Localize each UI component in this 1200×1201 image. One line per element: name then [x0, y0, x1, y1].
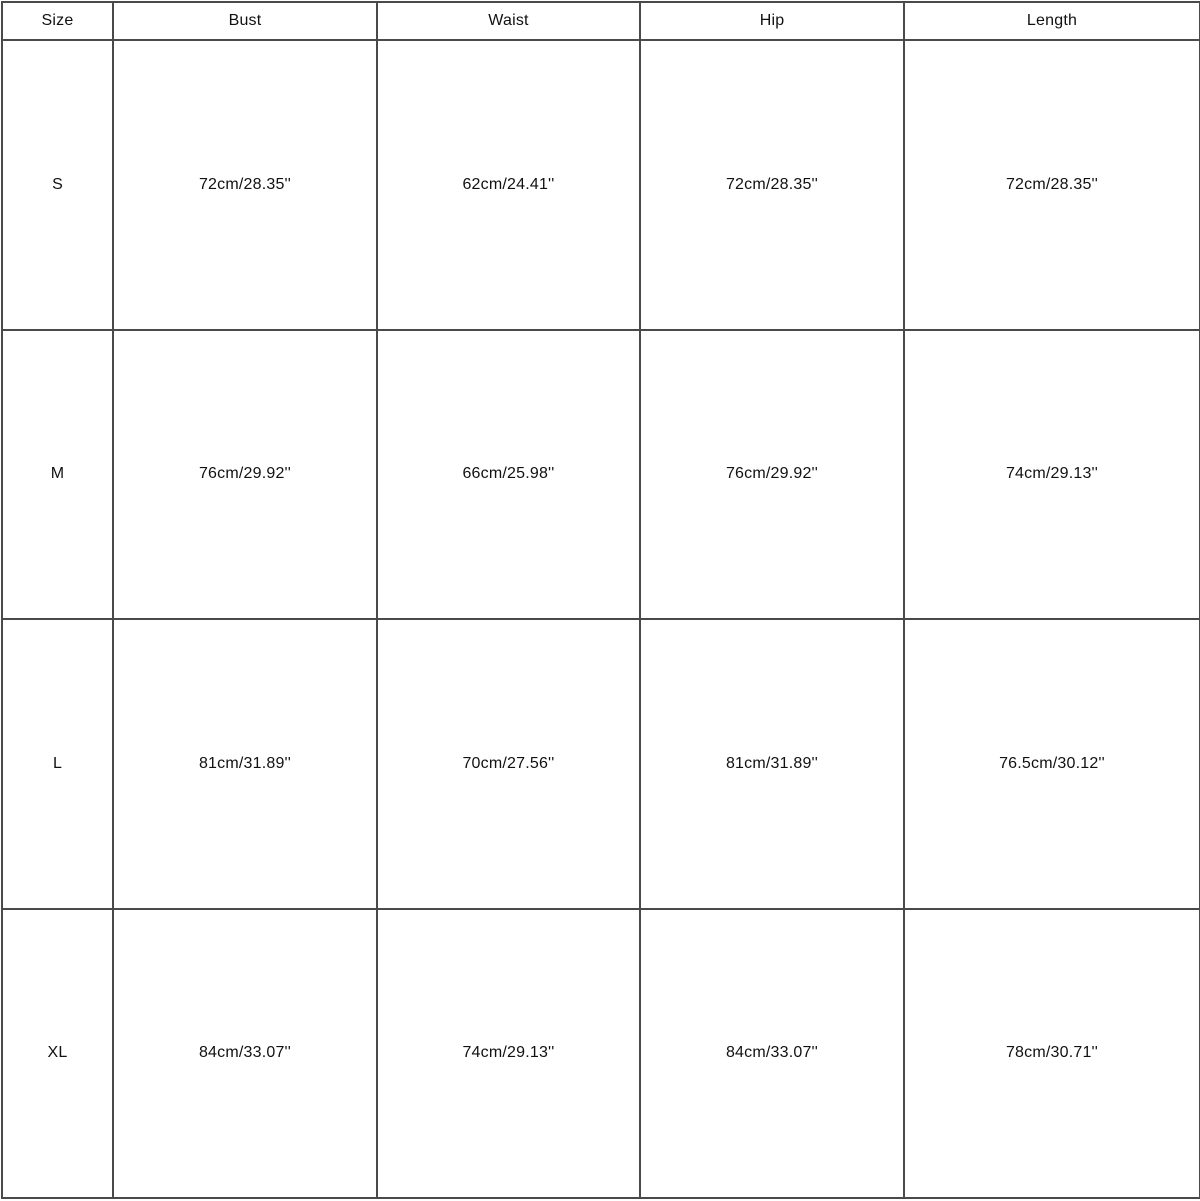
bust-cell: 76cm/29.92'' [113, 330, 377, 620]
waist-cell: 74cm/29.13'' [377, 909, 640, 1199]
length-cell: 72cm/28.35'' [904, 40, 1200, 330]
length-cell: 76.5cm/30.12'' [904, 619, 1200, 909]
bust-cell: 81cm/31.89'' [113, 619, 377, 909]
size-cell: XL [2, 909, 113, 1199]
size-cell: S [2, 40, 113, 330]
hip-cell: 84cm/33.07'' [640, 909, 904, 1199]
table-row [2, 330, 1200, 620]
header-length: Length [904, 2, 1200, 40]
table-row [2, 909, 1200, 1199]
length-cell: 78cm/30.71'' [904, 909, 1200, 1199]
length-cell: 74cm/29.13'' [904, 330, 1200, 620]
size-chart-table [1, 1, 1200, 1199]
header-waist: Waist [377, 2, 640, 40]
header-bust: Bust [113, 2, 377, 40]
header-size: Size [2, 2, 113, 40]
waist-cell: 70cm/27.56'' [377, 619, 640, 909]
hip-cell: 81cm/31.89'' [640, 619, 904, 909]
bust-cell: 84cm/33.07'' [113, 909, 377, 1199]
table-row [2, 40, 1200, 330]
table-row [2, 619, 1200, 909]
waist-cell: 62cm/24.41'' [377, 40, 640, 330]
size-cell: L [2, 619, 113, 909]
header-hip: Hip [640, 2, 904, 40]
waist-cell: 66cm/25.98'' [377, 330, 640, 620]
header-row [2, 2, 1200, 40]
hip-cell: 72cm/28.35'' [640, 40, 904, 330]
size-cell: M [2, 330, 113, 620]
hip-cell: 76cm/29.92'' [640, 330, 904, 620]
bust-cell: 72cm/28.35'' [113, 40, 377, 330]
